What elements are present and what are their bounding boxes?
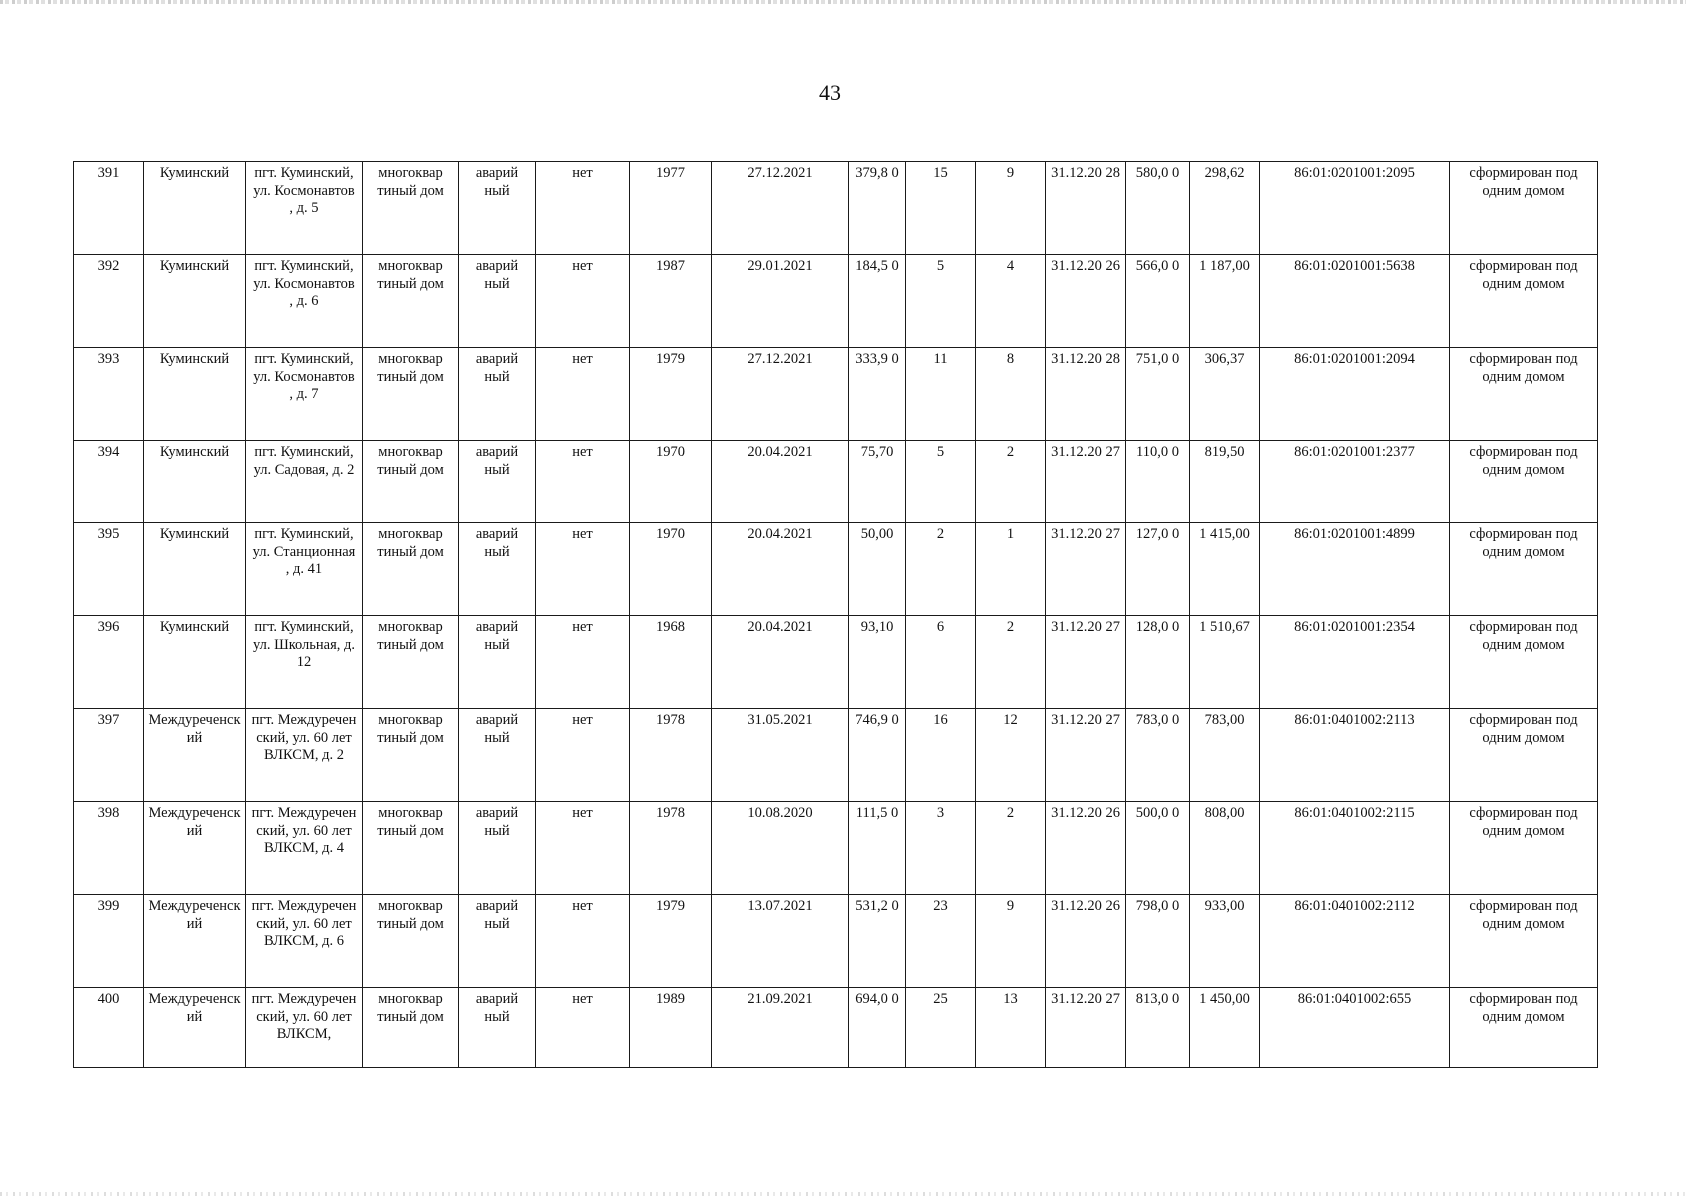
table-row <box>74 616 1598 709</box>
cell-municipality: Куминский <box>144 523 246 616</box>
cell-deadline: 31.12.20 27 <box>1046 709 1126 802</box>
cell-cadastral-number: 86:01:0201001:2377 <box>1260 441 1450 523</box>
cell-value-1: 798,0 0 <box>1126 895 1190 988</box>
cell-count-2: 8 <box>976 348 1046 441</box>
cell-status: аварий ный <box>459 802 536 895</box>
cell-area: 75,70 <box>849 441 906 523</box>
cell-cadastral-number: 86:01:0401002:655 <box>1260 988 1450 1068</box>
cell-count-2: 9 <box>976 895 1046 988</box>
cell-cadastral-number: 86:01:0401002:2115 <box>1260 802 1450 895</box>
cell-status: аварий ный <box>459 988 536 1068</box>
cell-house-type: многоквар тиный дом <box>363 895 459 988</box>
cell-count-2: 2 <box>976 441 1046 523</box>
cell-house-type: многоквар тиный дом <box>363 616 459 709</box>
cell-flag: нет <box>536 523 630 616</box>
cell-municipality: Междуреченский <box>144 988 246 1068</box>
cell-status: аварий ный <box>459 709 536 802</box>
table-row <box>74 802 1598 895</box>
table-row <box>74 895 1598 988</box>
scan-edge-bottom <box>0 1192 1686 1196</box>
cell-year: 1977 <box>630 162 712 255</box>
cell-address: пгт. Куминский, ул. Садовая, д. 2 <box>246 441 363 523</box>
cell-value-2: 1 415,00 <box>1190 523 1260 616</box>
cell-address: пгт. Куминский, ул. Школьная, д. 12 <box>246 616 363 709</box>
cell-address: пгт. Междуречен ский, ул. 60 лет ВЛКСМ, <box>246 988 363 1068</box>
cell-count-2: 13 <box>976 988 1046 1068</box>
cell-cadastral-number: 86:01:0401002:2112 <box>1260 895 1450 988</box>
cell-value-2: 933,00 <box>1190 895 1260 988</box>
cell-date: 27.12.2021 <box>712 348 849 441</box>
cell-flag: нет <box>536 802 630 895</box>
cell-year: 1970 <box>630 523 712 616</box>
table-row <box>74 988 1598 1068</box>
cell-note: сформирован под одним домом <box>1450 348 1598 441</box>
cell-note: сформирован под одним домом <box>1450 441 1598 523</box>
cell-date: 20.04.2021 <box>712 441 849 523</box>
cell-cadastral-number: 86:01:0201001:2094 <box>1260 348 1450 441</box>
cell-year: 1970 <box>630 441 712 523</box>
cell-area: 694,0 0 <box>849 988 906 1068</box>
cell-value-1: 813,0 0 <box>1126 988 1190 1068</box>
cell-deadline: 31.12.20 26 <box>1046 255 1126 348</box>
cell-value-2: 298,62 <box>1190 162 1260 255</box>
cell-deadline: 31.12.20 28 <box>1046 348 1126 441</box>
cell-count-2: 4 <box>976 255 1046 348</box>
cell-house-type: многоквар тиный дом <box>363 255 459 348</box>
cell-address: пгт. Куминский, ул. Космонавтов , д. 5 <box>246 162 363 255</box>
cell-value-2: 1 450,00 <box>1190 988 1260 1068</box>
cell-value-1: 566,0 0 <box>1126 255 1190 348</box>
cell-municipality: Куминский <box>144 255 246 348</box>
cell-area: 379,8 0 <box>849 162 906 255</box>
cell-count-1: 15 <box>906 162 976 255</box>
cell-deadline: 31.12.20 27 <box>1046 441 1126 523</box>
cell-address: пгт. Куминский, ул. Космонавтов , д. 7 <box>246 348 363 441</box>
cell-house-type: многоквар тиный дом <box>363 348 459 441</box>
cell-flag: нет <box>536 348 630 441</box>
cell-cadastral-number: 86:01:0201001:2095 <box>1260 162 1450 255</box>
cell-municipality: Куминский <box>144 348 246 441</box>
cell-status: аварий ный <box>459 895 536 988</box>
cell-status: аварий ный <box>459 441 536 523</box>
cell-year: 1987 <box>630 255 712 348</box>
cell-value-1: 500,0 0 <box>1126 802 1190 895</box>
cell-value-1: 783,0 0 <box>1126 709 1190 802</box>
table-row <box>74 255 1598 348</box>
cell-area: 50,00 <box>849 523 906 616</box>
table-row <box>74 441 1598 523</box>
cell-municipality: Междуреченский <box>144 895 246 988</box>
cell-status: аварий ный <box>459 523 536 616</box>
cell-cadastral-number: 86:01:0401002:2113 <box>1260 709 1450 802</box>
cell-date: 10.08.2020 <box>712 802 849 895</box>
cell-flag: нет <box>536 162 630 255</box>
cell-note: сформирован под одним домом <box>1450 162 1598 255</box>
cell-number: 392 <box>74 255 144 348</box>
table-row <box>74 709 1598 802</box>
cell-house-type: многоквар тиный дом <box>363 441 459 523</box>
cell-address: пгт. Междуречен ский, ул. 60 лет ВЛКСМ, д. 4 <box>246 802 363 895</box>
cell-note: сформирован под одним домом <box>1450 523 1598 616</box>
cell-value-1: 110,0 0 <box>1126 441 1190 523</box>
cell-address: пгт. Куминский, ул. Космонавтов , д. 6 <box>246 255 363 348</box>
cell-house-type: многоквар тиный дом <box>363 162 459 255</box>
table-row <box>74 523 1598 616</box>
cell-deadline: 31.12.20 27 <box>1046 523 1126 616</box>
cell-area: 333,9 0 <box>849 348 906 441</box>
cell-number: 394 <box>74 441 144 523</box>
cell-municipality: Междуреченский <box>144 802 246 895</box>
cell-house-type: многоквар тиный дом <box>363 709 459 802</box>
cell-number: 397 <box>74 709 144 802</box>
cell-address: пгт. Куминский, ул. Станционная , д. 41 <box>246 523 363 616</box>
cell-number: 395 <box>74 523 144 616</box>
cell-count-1: 5 <box>906 255 976 348</box>
cell-note: сформирован под одним домом <box>1450 709 1598 802</box>
cell-date: 13.07.2021 <box>712 895 849 988</box>
cell-count-1: 11 <box>906 348 976 441</box>
table-row <box>74 348 1598 441</box>
cell-count-1: 3 <box>906 802 976 895</box>
cell-year: 1979 <box>630 348 712 441</box>
cell-note: сформирован под одним домом <box>1450 988 1598 1068</box>
cell-deadline: 31.12.20 28 <box>1046 162 1126 255</box>
cell-count-1: 6 <box>906 616 976 709</box>
cell-number: 399 <box>74 895 144 988</box>
cell-status: аварий ный <box>459 616 536 709</box>
cell-number: 391 <box>74 162 144 255</box>
cell-deadline: 31.12.20 26 <box>1046 802 1126 895</box>
cell-value-1: 127,0 0 <box>1126 523 1190 616</box>
cell-municipality: Междуреченский <box>144 709 246 802</box>
cell-flag: нет <box>536 441 630 523</box>
cell-house-type: многоквар тиный дом <box>363 988 459 1068</box>
cell-flag: нет <box>536 709 630 802</box>
cell-area: 93,10 <box>849 616 906 709</box>
scan-edge-top <box>0 0 1686 4</box>
cell-cadastral-number: 86:01:0201001:2354 <box>1260 616 1450 709</box>
cell-count-1: 23 <box>906 895 976 988</box>
cell-year: 1968 <box>630 616 712 709</box>
cell-deadline: 31.12.20 26 <box>1046 895 1126 988</box>
cell-note: сформирован под одним домом <box>1450 616 1598 709</box>
cell-date: 29.01.2021 <box>712 255 849 348</box>
cell-year: 1978 <box>630 709 712 802</box>
cell-house-type: многоквар тиный дом <box>363 523 459 616</box>
cell-count-2: 2 <box>976 616 1046 709</box>
table-row <box>74 162 1598 255</box>
cell-count-1: 25 <box>906 988 976 1068</box>
cell-count-1: 16 <box>906 709 976 802</box>
cell-status: аварий ный <box>459 255 536 348</box>
cell-year: 1978 <box>630 802 712 895</box>
registry-body <box>74 162 1598 1068</box>
cell-deadline: 31.12.20 27 <box>1046 616 1126 709</box>
cell-municipality: Куминский <box>144 441 246 523</box>
cell-deadline: 31.12.20 27 <box>1046 988 1126 1068</box>
housing-registry-table <box>73 161 1598 1068</box>
page-number: 43 <box>819 80 841 105</box>
cell-municipality: Куминский <box>144 616 246 709</box>
cell-cadastral-number: 86:01:0201001:5638 <box>1260 255 1450 348</box>
cell-date: 20.04.2021 <box>712 523 849 616</box>
cell-value-2: 783,00 <box>1190 709 1260 802</box>
cell-note: сформирован под одним домом <box>1450 802 1598 895</box>
cell-cadastral-number: 86:01:0201001:4899 <box>1260 523 1450 616</box>
cell-area: 184,5 0 <box>849 255 906 348</box>
cell-count-2: 2 <box>976 802 1046 895</box>
cell-date: 21.09.2021 <box>712 988 849 1068</box>
cell-count-2: 9 <box>976 162 1046 255</box>
cell-year: 1989 <box>630 988 712 1068</box>
cell-value-2: 1 187,00 <box>1190 255 1260 348</box>
cell-count-2: 12 <box>976 709 1046 802</box>
cell-date: 20.04.2021 <box>712 616 849 709</box>
cell-number: 393 <box>74 348 144 441</box>
cell-municipality: Куминский <box>144 162 246 255</box>
cell-status: аварий ный <box>459 348 536 441</box>
cell-status: аварий ный <box>459 162 536 255</box>
cell-value-1: 751,0 0 <box>1126 348 1190 441</box>
cell-count-1: 5 <box>906 441 976 523</box>
cell-count-2: 1 <box>976 523 1046 616</box>
cell-date: 31.05.2021 <box>712 709 849 802</box>
cell-flag: нет <box>536 895 630 988</box>
cell-number: 398 <box>74 802 144 895</box>
cell-area: 746,9 0 <box>849 709 906 802</box>
cell-value-1: 128,0 0 <box>1126 616 1190 709</box>
cell-count-1: 2 <box>906 523 976 616</box>
cell-value-2: 819,50 <box>1190 441 1260 523</box>
cell-area: 111,5 0 <box>849 802 906 895</box>
cell-value-2: 1 510,67 <box>1190 616 1260 709</box>
cell-value-1: 580,0 0 <box>1126 162 1190 255</box>
cell-value-2: 808,00 <box>1190 802 1260 895</box>
cell-flag: нет <box>536 255 630 348</box>
cell-number: 400 <box>74 988 144 1068</box>
cell-address: пгт. Междуречен ский, ул. 60 лет ВЛКСМ, д. 2 <box>246 709 363 802</box>
cell-note: сформирован под одним домом <box>1450 895 1598 988</box>
cell-flag: нет <box>536 616 630 709</box>
cell-date: 27.12.2021 <box>712 162 849 255</box>
cell-house-type: многоквар тиный дом <box>363 802 459 895</box>
cell-flag: нет <box>536 988 630 1068</box>
cell-area: 531,2 0 <box>849 895 906 988</box>
cell-address: пгт. Междуречен ский, ул. 60 лет ВЛКСМ, д. 6 <box>246 895 363 988</box>
cell-value-2: 306,37 <box>1190 348 1260 441</box>
cell-number: 396 <box>74 616 144 709</box>
cell-year: 1979 <box>630 895 712 988</box>
cell-note: сформирован под одним домом <box>1450 255 1598 348</box>
